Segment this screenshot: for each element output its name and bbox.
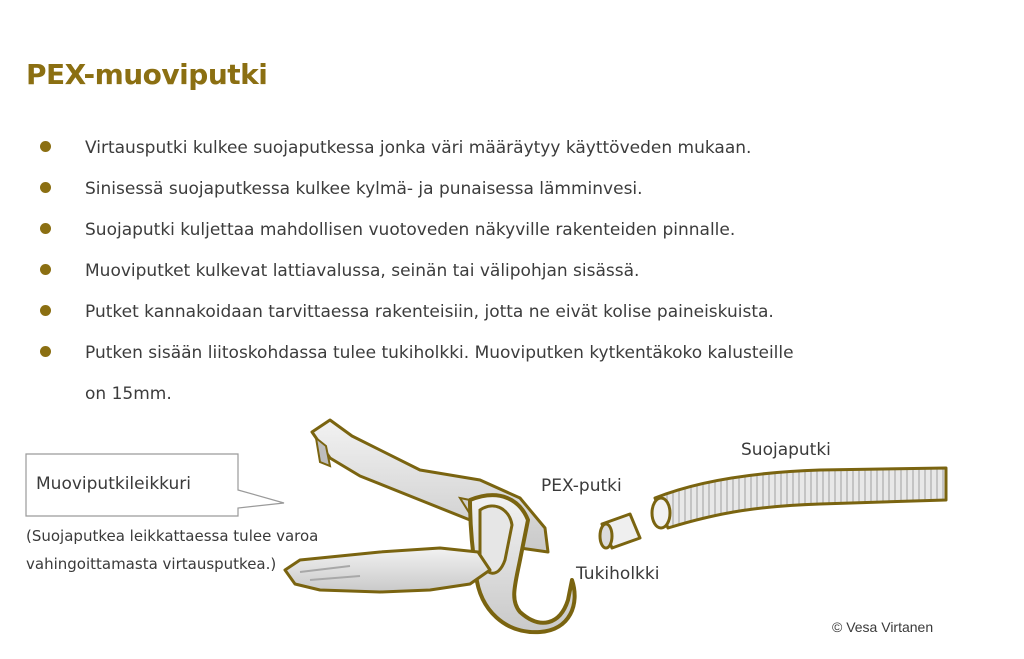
list-item: Putken sisään liitoskohdassa tulee tukiholkki. Muoviputken kytkentäkoko kalusteille xyxy=(40,333,1000,374)
list-item: Suojaputki kuljettaa mahdollisen vuotoveden näkyville rakenteiden pinnalle. xyxy=(40,210,1000,251)
suojaputki-label: Suojaputki xyxy=(741,440,831,460)
callout-caption: (Suojaputkea leikkattaessa tulee varoa vahingoittamasta virtausputkea.) xyxy=(26,527,319,573)
tukiholkki-sleeve xyxy=(600,514,640,548)
list-item-continuation: on 15mm. xyxy=(85,384,172,404)
list-item: Muoviputket kulkevat lattiavalussa, seinän tai välipohjan sisässä. xyxy=(40,251,1000,292)
tukiholkki-label: Tukiholkki xyxy=(576,564,660,584)
page-title: PEX-muoviputki xyxy=(26,58,268,91)
copyright-notice: © Vesa Virtanen xyxy=(832,619,934,635)
list-item: Sinisessä suojaputkessa kulkee kylmä- ja punaisessa lämminvesi. xyxy=(40,169,1000,210)
callout-label: Muoviputkileikkuri xyxy=(36,474,191,494)
pex-putki-label: PEX-putki xyxy=(541,476,622,496)
list-item: Putket kannakoidaan tarvittaessa rakenteisiin, jotta ne eivät kolise paineiskuista. xyxy=(40,292,1000,333)
suojaputki-pipe xyxy=(652,468,946,528)
list-item: Virtausputki kulkee suojaputkessa jonka väri määräytyy käyttöveden mukaan. xyxy=(40,128,1000,169)
